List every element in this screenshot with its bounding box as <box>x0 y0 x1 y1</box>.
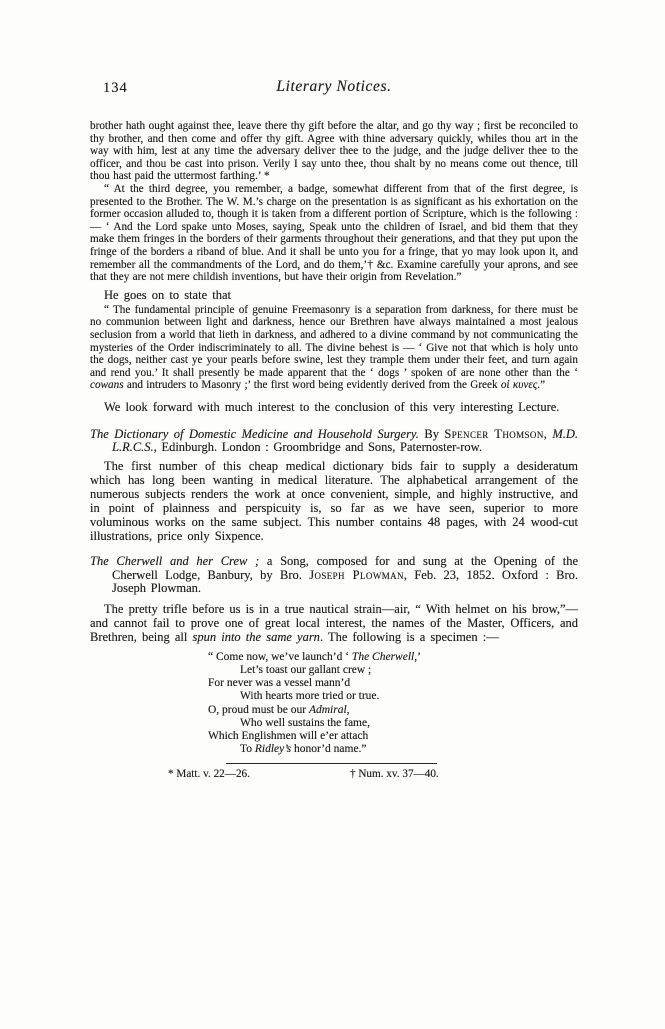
poem-line <box>208 690 578 703</box>
poem-line <box>208 717 578 730</box>
text-segment: M.D. L.R.C.S. <box>112 426 579 455</box>
text-segment: O, proud must be our <box>208 703 309 716</box>
text-segment: The Cherwell and her Crew ; <box>90 554 260 569</box>
text-segment: He goes on to state that <box>104 287 231 302</box>
text-segment: , <box>346 703 350 716</box>
page-header <box>90 78 578 100</box>
closing-remark-paragraph <box>90 400 578 414</box>
review-paragraph-cherwell <box>90 602 578 644</box>
text-segment: To <box>240 743 255 756</box>
poem-line <box>208 664 578 677</box>
text-segment: spun into the same yarn <box>192 629 320 644</box>
poem-line <box>208 730 578 743</box>
poem-line <box>208 743 578 756</box>
text-segment: For never was a vessel mann’d <box>208 677 351 690</box>
text-segment: , Edinburgh. London : Groombridge and Sons, Paternoster-row. <box>153 440 482 455</box>
text-segment: and intruders to Masonry ;’ the first word being evidently derived from the Greek <box>123 379 501 392</box>
text-segment: The first number of this cheap medical dictionary bids fair to supply a desideratum which has long been wanting in medical literature. The alphabetical arrangement of the numerous subjects renders the work at once convenient, simple, and highly instructive, and in point of plainness and perspicuity is, so far as we have seen, superior to more voluminous works on the same subject. This number contains 48 pages, with 24 wood-cut illustrations, price only Sixpence. <box>90 459 578 544</box>
poem-line <box>208 704 578 717</box>
footnote-numbers: † Num. xv. 37—40. <box>349 768 439 781</box>
text-segment: , <box>543 426 553 441</box>
footnotes <box>90 768 578 781</box>
text-segment: Joseph Plowman <box>309 567 404 582</box>
text-segment: .” <box>537 379 546 392</box>
text-segment: a Song, composed for and sung at the Opening of the Cherwell Lodge, Banbury, by Bro. <box>112 554 578 582</box>
text-segment: The pretty trifle before us is in a true nautical strain—air, “ With helmet on his brow,”—and cannot fail to prove one of great local interest, the names of the Master, Officers, and Brethren, being all <box>90 601 578 644</box>
text-column <box>90 78 578 781</box>
text-segment: The Dictionary of Domestic Medicine and Household Surgery. <box>90 426 419 441</box>
text-segment: Admiral <box>308 703 347 716</box>
page-title: Literary Notices. <box>276 78 392 95</box>
footnote-matthew: * Matt. v. 22—26. <box>168 768 250 781</box>
text-segment: “ Come now, we’ve launch’d ‘ <box>208 650 352 663</box>
text-segment: Which Englishmen will e’er attach <box>208 730 369 743</box>
review-paragraph-dictionary <box>90 459 578 543</box>
quote-continuation-paragraph <box>90 120 578 183</box>
text-segment: , Feb. 23, 1852. Oxford : Bro. Joseph Plowman. <box>112 567 578 596</box>
footnote-rule <box>226 763 437 764</box>
text-segment: οἱ κυνες <box>500 379 538 392</box>
lead-in-paragraph <box>90 288 578 302</box>
quote-fundamental-paragraph <box>90 304 578 392</box>
text-segment: Who well sustains the fame, <box>240 716 370 729</box>
text-segment: By <box>418 426 445 441</box>
text-segment: With hearts more tried or true. <box>240 690 380 703</box>
text-segment: Spencer Thomson <box>444 426 544 441</box>
text-segment: We look forward with much interest to the conclusion of this very interesting Lecture. <box>104 399 560 414</box>
review-heading-cherwell <box>90 555 578 596</box>
text-segment: brother hath ought against thee, leave there thy gift before the altar, and go thy way ; first be reconciled to thy brother, and then come and offer thy gift. Agree with thine adversary quickly, whiles thou art in the way with him, lest at any time the adversary deliver thee to the judge, and the judge deliver thee to the officer, and thou be cast into prison. Verily I say unto thee, thou shalt by no means come out thence, till thou hast paid the uttermost farthing.’ * <box>90 120 578 183</box>
quote-third-degree-paragraph <box>90 183 578 284</box>
text-segment: “ At the third degree, you remember, a badge, somewhat different from that of the first degree, is presented to the Brother. The W. M.’s charge on the presentation is as significant as his exhortation on the former occasion alluded to, though it is taken from a different portion of Scripture, which is the following : — ‘ And the Lord spake unto Moses, saying, Speak unto the children of Israel, and bid them that they make them fringes in the borders of their garments throughout their generations, and that they put upon the fringe of the borders a riband of blue. And it shall be unto you for a fringe, that yo may look upon it, and remember all the commandments of the Lord, and do them,’† &c. Examine carefully your aprons, and see that they are not mere childish inventions, but have their origin from Revelation.” <box>90 182 578 284</box>
text-segment: Ridley’s <box>254 743 292 756</box>
text-segment: “ The fundamental principle of genuine Freemasonry is a separation from darkness, for there must be no communion between light and darkness, hence our Brethren have always maintained a most jealous seclusion from a world that lieth in darkness, and adhered to a divine command by not communicating the mysteries of the Order indiscriminately to all. The divine behest is — ‘ Give not that which is holy unto the dogs, neither cast ye your pearls before swine, lest they trample them under their feet, and turn again and rend you.’ It shall presently be made apparent that the ‘ dogs ’ spoken of are none other than the ‘ <box>90 303 578 379</box>
poem-line <box>208 651 578 664</box>
text-segment: cowans <box>90 379 124 392</box>
page-number: 134 <box>103 80 128 96</box>
poem-line <box>208 677 578 690</box>
text-segment: ,’ <box>414 650 421 663</box>
text-segment: The Cherwell <box>351 650 415 663</box>
song-verse <box>208 651 578 757</box>
text-segment: . The following is a specimen :— <box>319 629 499 644</box>
text-segment: Let’s toast our gallant crew ; <box>240 664 372 677</box>
text-segment: honor’d name.” <box>291 743 367 756</box>
review-heading-dictionary <box>90 428 578 455</box>
